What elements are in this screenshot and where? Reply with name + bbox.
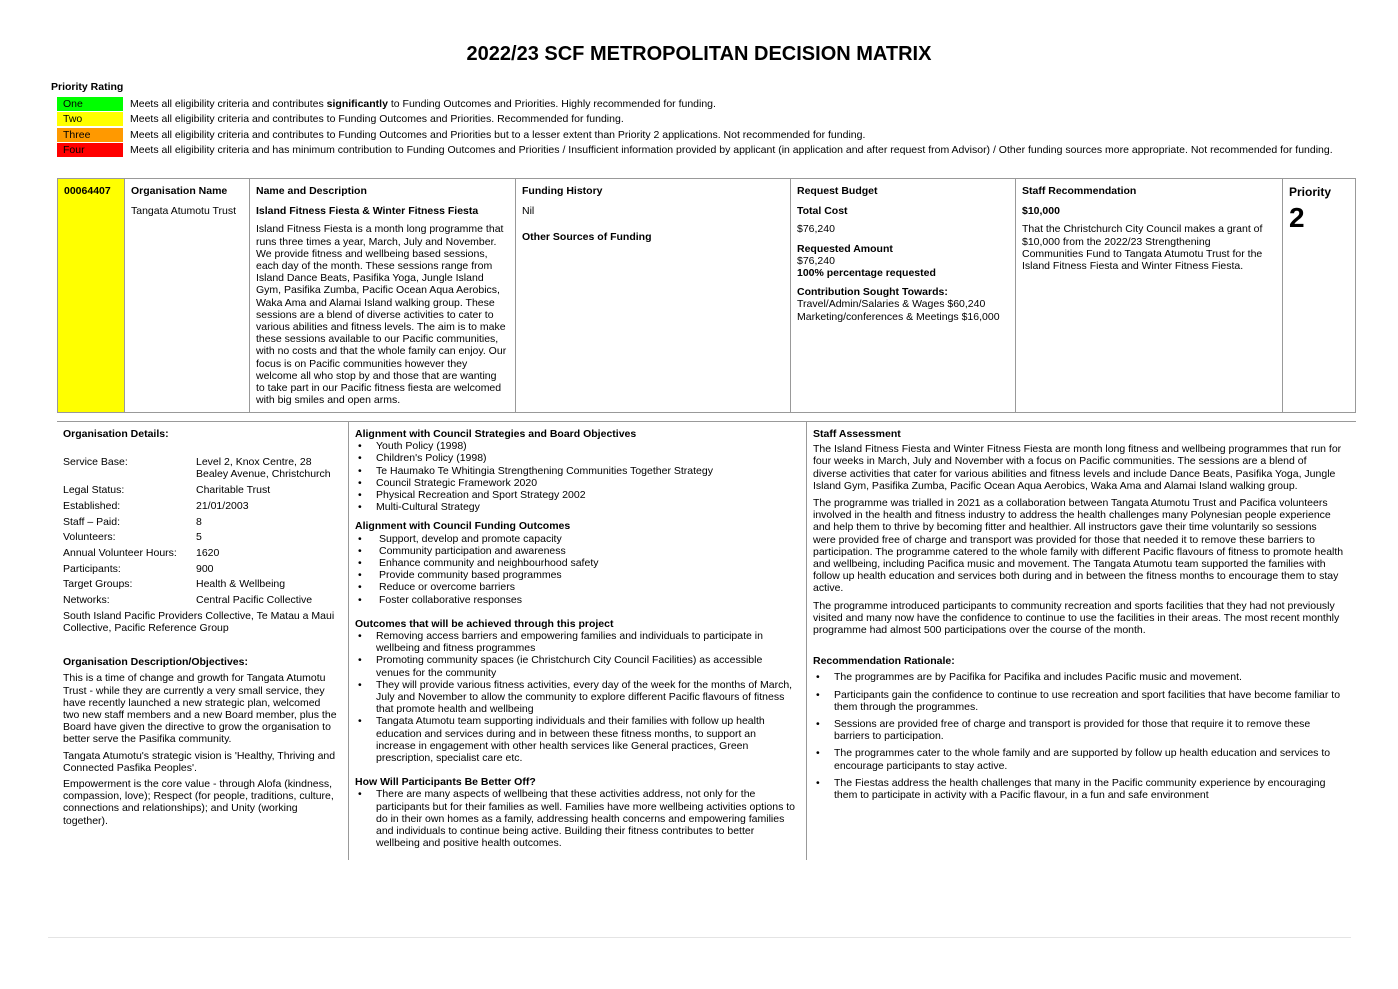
staff-assessment-panel xyxy=(813,422,1353,806)
org-description-paragraph xyxy=(63,750,346,774)
request-budget-header: Request Budget xyxy=(797,185,878,197)
priority-cell xyxy=(1283,179,1355,412)
org-detail-row xyxy=(63,531,346,547)
text-line: July and November to allow the community to explore different Pacific flavours of fitness xyxy=(376,691,785,704)
description-line: Waka Ama and Alamai Island walking group. These xyxy=(256,296,495,309)
description-line: runs three times a year, March, July and November. xyxy=(256,235,497,248)
priority-swatch: Two xyxy=(57,112,123,126)
total-cost-label: Total Cost xyxy=(797,205,848,218)
text-line: barriers to participation. xyxy=(834,730,944,743)
staff-rec-line: That the Christchurch City Council makes a grant of xyxy=(1022,223,1263,236)
rationale-item xyxy=(813,747,1353,771)
text-line: have recently launched a new strategic plan, welcomed xyxy=(63,696,321,709)
text-line: wellbeing and positive health outcomes. xyxy=(376,837,562,850)
org-description-paragraph xyxy=(63,778,346,827)
staff-rec-amount: $10,000 xyxy=(1022,205,1060,218)
description-line: welcome all who stop by and those that are wanting xyxy=(256,369,497,382)
org-detail-row xyxy=(63,547,346,563)
assessment-paragraph xyxy=(813,497,1353,595)
id-cell xyxy=(58,179,125,412)
networks-extra xyxy=(63,610,346,634)
text-line: • Sessions are provided free of charge and transport is provided for those that require it to remove these xyxy=(834,718,1311,731)
service-base-label: Service Base: xyxy=(63,456,128,469)
text-line: together). xyxy=(63,814,108,827)
org-detail-label: Participants: xyxy=(63,562,121,575)
column-divider xyxy=(348,422,349,860)
org-detail-label: Legal Status: xyxy=(63,484,125,497)
text-line: Tangata Atumotu's strategic vision is 'Healthy, Thriving and xyxy=(63,749,336,762)
description-line: various abilities and fitness levels. The aim is to make xyxy=(256,321,506,334)
text-line: The programme introduced participants to community recreation and sports facilities that they had not previously xyxy=(813,599,1335,612)
text-line: encourage participants to stay active. xyxy=(834,759,1008,772)
decision-matrix-row xyxy=(57,178,1356,413)
org-detail-row xyxy=(63,578,346,594)
percentage-requested: 100% percentage requested xyxy=(797,267,936,280)
description-line: each day of the month. These sessions range from xyxy=(256,260,493,273)
org-detail-label: Target Groups: xyxy=(63,578,133,591)
text-line: The programme was trialled in 2021 as a collaboration between Tangata Atumotu Trust and Pacifica volunteers xyxy=(813,497,1328,510)
staff-rec-header: Staff Recommendation xyxy=(1022,185,1137,197)
description-line: with big smiles and open arms. xyxy=(256,394,401,407)
text-line: and individuals to continue being active. Building their fitness contributes to better xyxy=(376,825,755,838)
org-detail-value: 21/01/2003 xyxy=(196,499,249,512)
description-line: focus is on Pacific communities however they xyxy=(256,357,468,370)
achieved-heading: Outcomes that will be achieved through this project xyxy=(355,617,614,630)
staff-assessment-heading: Staff Assessment xyxy=(813,428,901,440)
text-line: education and services during and in between these fitness months, to support an xyxy=(376,727,756,740)
funding-outcome-item: • Community participation and awareness xyxy=(355,545,805,557)
better-off-item xyxy=(355,788,805,849)
priority-description xyxy=(130,98,716,110)
text-line: • They will provide various fitness activities, every day of the week for the months of March, xyxy=(376,678,793,691)
org-detail-row xyxy=(63,500,346,516)
funding-outcome-item: • Reduce or overcome barriers xyxy=(355,581,805,593)
strategies-heading: Alignment with Council Strategies and Board Objectives xyxy=(355,428,637,440)
org-name: Tangata Atumotu Trust xyxy=(131,205,237,218)
org-detail-value: 900 xyxy=(196,562,214,575)
project-name: Island Fitness Fiesta & Winter Fitness Fiesta xyxy=(256,205,479,218)
better-off-list xyxy=(355,788,805,849)
text-line: Island Gym, Pasifika Zumba, Pacific Ocean Aqua Aerobics, Waka Ama and Alamai Island walking group. xyxy=(813,479,1298,492)
text-line: • The programmes cater to the whole family and are supported by follow up health education and services to xyxy=(834,747,1331,760)
service-base-line: Bealey Avenue, Christchurch xyxy=(196,468,331,481)
text-line: better serve the Pasifika community. xyxy=(63,733,232,746)
description-line: with no costs and that the whole family can enjoy. Our xyxy=(256,345,507,358)
rationale-item xyxy=(813,718,1353,742)
organisation-details-panel xyxy=(63,422,346,831)
strategy-item: • Youth Policy (1998) xyxy=(355,440,805,452)
better-off-heading: How Will Participants Be Better Off? xyxy=(355,776,536,789)
text-line: • The Fiestas address the health challenges that many in the Pacific community experience by encouraging xyxy=(834,776,1326,789)
staff-rec-text xyxy=(1022,223,1276,272)
text-line: participation. The programme catered to the whole family with different Pacific flavours of fitness to promote health xyxy=(813,545,1344,558)
description-line: to take part in our Pacific fitness fiesta are welcomed xyxy=(256,382,502,395)
strategy-item: • Te Haumako Te Whitingia Strengthening Communities Together Strategy xyxy=(355,465,805,477)
text-line: • Participants gain the confidence to continue to use recreation and sport facilities that have become familiar to xyxy=(834,688,1341,701)
priority-swatch: Four xyxy=(57,143,123,157)
rationale-heading: Recommendation Rationale: xyxy=(813,655,955,668)
staff-rec-line: Communities Fund to Tangata Atumotu Trust for the xyxy=(1022,247,1263,260)
org-detail-row xyxy=(63,563,346,579)
staff-rec-line: $10,000 from the 2022/23 Strengthening xyxy=(1022,235,1211,248)
priority-desc-text: Meets all eligibility criteria and contributes to Funding Outcomes and Priorities. Recommended for funding. xyxy=(130,113,624,126)
contribution-items xyxy=(797,298,1009,322)
org-description-heading: Organisation Description/Objectives: xyxy=(63,656,248,669)
priority-desc-emphasis: significantly xyxy=(326,98,388,110)
page-footer-rule xyxy=(48,937,1351,938)
priority-description xyxy=(130,129,865,141)
rationale-list xyxy=(813,671,1353,801)
staff-recommendation-cell xyxy=(1016,179,1283,412)
org-detail-value: 8 xyxy=(196,515,202,528)
requested-amount-label: Requested Amount xyxy=(797,242,893,255)
text-line: The Island Fitness Fiesta and Winter Fitness Fiesta are month long fitness and wellbeing programmes that run for xyxy=(813,443,1342,456)
priority-header: Priority xyxy=(1289,185,1332,199)
service-base-line: Level 2, Knox Centre, 28 xyxy=(196,456,312,469)
text-line: them to participate in activity with a Pacific flavour, in a fun and safe environment xyxy=(834,789,1209,802)
org-details-heading: Organisation Details: xyxy=(63,428,169,440)
contribution-item: Travel/Admin/Salaries & Wages $60,240 xyxy=(797,298,986,311)
priority-swatch: One xyxy=(57,97,123,111)
request-budget-cell xyxy=(791,179,1016,412)
text-line: Board have given the directive to grow the organisation to xyxy=(63,721,331,734)
funding-outcomes-heading: Alignment with Council Funding Outcomes xyxy=(355,520,571,533)
text-line: four weeks in March, July and November with a focus on Pacific communities. The sessions are a blend of xyxy=(813,455,1307,468)
total-cost-value: $76,240 xyxy=(797,223,835,236)
page-title: 2022/23 SCF METROPOLITAN DECISION MATRIX xyxy=(466,43,932,65)
strategy-item: • Physical Recreation and Sport Strategy 2002 xyxy=(355,489,805,501)
text-line: • Removing access barriers and empowering families and individuals to participate in xyxy=(376,630,763,643)
org-detail-value: Central Pacific Collective xyxy=(196,594,313,607)
org-detail-value: 5 xyxy=(196,531,202,544)
project-description xyxy=(256,223,509,406)
alignment-panel xyxy=(355,422,805,850)
rationale-item xyxy=(813,671,1353,683)
text-line: participants but for their families as well. Families have more wellbeing activities options to xyxy=(376,800,796,813)
text-line: • Tangata Atumotu team supporting individuals and their families with follow up health xyxy=(376,715,765,728)
description-line: We provide fitness and wellbeing based sessions, xyxy=(256,247,488,260)
org-detail-label: Staff – Paid: xyxy=(63,515,121,528)
priority-desc-text: Meets all eligibility criteria and contributes to Funding Outcomes and Priorities but to a lesser extent than Priority 2 applications. Not recommended for funding. xyxy=(130,128,866,141)
text-line: venues for the community xyxy=(376,666,497,679)
strategy-item: • Council Strategic Framework 2020 xyxy=(355,477,805,489)
funding-outcome-item: • Support, develop and promote capacity xyxy=(355,533,805,545)
text-line: were provided free of charge and transport was provided for those that needed it to remove these barriers to xyxy=(813,533,1315,546)
achieved-outcome-item xyxy=(355,630,805,654)
assessment-paragraph xyxy=(813,600,1353,637)
text-line: increase in engagement with other health services like General practices, Green xyxy=(376,739,749,752)
priority-desc-text: Meets all eligibility criteria and has minimum contribution to Funding Outcomes and Priorities / Insufficient information provided by applicant (in application and after request from Advisor) / Other funding sources more appropriate. Not recommended for funding. xyxy=(130,143,1333,156)
org-name-header: Organisation Name xyxy=(131,185,228,197)
funding-history-value: Nil xyxy=(522,205,535,218)
strategies-list xyxy=(355,440,805,513)
text-line: do in their own homes as a family, addressing health concerns and empowering families xyxy=(376,812,785,825)
priority-desc-text: Meets all eligibility criteria and contributes xyxy=(130,98,327,110)
staff-assessment-text xyxy=(813,443,1353,636)
text-line: compassion, love); Respect (for people, traditions, culture, xyxy=(63,790,334,803)
text-line: • The programmes are by Pacifika for Pacifika and includes Pacific music and movement. xyxy=(834,671,1242,684)
priority-description xyxy=(130,144,1333,156)
requested-amount-value: $76,240 xyxy=(797,254,835,267)
rationale-item xyxy=(813,689,1353,713)
text-line: Connected Pasfika Peoples'. xyxy=(63,761,197,774)
text-line: Empowerment is the core value - through Alofa (kindness, xyxy=(63,777,333,790)
funding-history-header: Funding History xyxy=(522,185,603,197)
organisation-cell xyxy=(125,179,250,412)
service-base-row xyxy=(63,456,346,484)
description-line: Island Fitness Fiesta is a month long programme that xyxy=(256,223,504,236)
funding-outcomes-list xyxy=(355,533,805,606)
achieved-outcome-item xyxy=(355,679,805,716)
achieved-list xyxy=(355,630,805,764)
contribution-item: Marketing/conferences & Meetings $16,000 xyxy=(797,310,1000,323)
service-base-value xyxy=(196,456,331,480)
contribution-label: Contribution Sought Towards: xyxy=(797,286,948,299)
org-description-paragraph xyxy=(63,672,346,745)
rationale-item xyxy=(813,777,1353,801)
text-line: follow up health education and services both during and in between the fitness months to encourage them to stay xyxy=(813,570,1339,583)
description-line: these sessions available to our Pacific communities, xyxy=(256,333,499,346)
org-detail-value: Health & Wellbeing xyxy=(196,578,286,591)
text-line: prescription, specialist care etc. xyxy=(376,752,523,765)
name-description-cell xyxy=(250,179,516,412)
text-line: This is a time of change and growth for Tangata Atumotu xyxy=(63,672,326,685)
org-detail-row xyxy=(63,594,346,610)
assessment-paragraph xyxy=(813,443,1353,492)
org-detail-label: Annual Volunteer Hours: xyxy=(63,546,177,559)
org-detail-value: Charitable Trust xyxy=(196,484,271,497)
funding-history-cell xyxy=(516,179,791,412)
org-detail-value: 1620 xyxy=(196,546,220,559)
staff-rec-line: Island Fitness Fiesta and Winter Fitness Fiesta. xyxy=(1022,260,1244,273)
networks-line: South Island Pacific Providers Collective, Te Matau a Maui xyxy=(63,609,335,622)
text-line: • There are many aspects of wellbeing that these activities address, not only for the xyxy=(376,788,756,801)
org-detail-label: Volunteers: xyxy=(63,531,116,544)
text-line: diverse activities that cater for various abilities and fitness levels and include Dance Beats, Pasifika Yoga, Jungle xyxy=(813,467,1336,480)
text-line: Trust - while they are currently a very small service, they xyxy=(63,684,325,697)
text-line: them through the programmes. xyxy=(834,700,979,713)
org-detail-label: Networks: xyxy=(63,594,110,607)
name-description-header: Name and Description xyxy=(256,185,367,197)
strategy-item: • Multi-Cultural Strategy xyxy=(355,501,805,513)
achieved-outcome-item xyxy=(355,654,805,678)
application-id: 00064407 xyxy=(64,185,111,197)
text-line: two new staff members and a new Board member, plus the xyxy=(63,708,337,721)
funding-outcome-item: • Enhance community and neighbourhood safety xyxy=(355,557,805,569)
org-detail-row xyxy=(63,516,346,532)
funding-outcome-item: • Provide community based programmes xyxy=(355,569,805,581)
priority-swatch: Three xyxy=(57,128,123,142)
networks-line: Collective, Pacific Reference Group xyxy=(63,621,229,634)
priority-value: 2 xyxy=(1289,202,1305,233)
priority-rating-heading: Priority Rating xyxy=(51,81,124,93)
text-line: and wellbeing, including Pacifica music and movement. The Tangata Atumotu team supported the families with xyxy=(813,558,1326,571)
org-detail-row xyxy=(63,484,346,500)
org-details-list xyxy=(63,484,346,610)
text-line: and help them to thrive by becoming fitter and healthier. All instructors gave their time voluntarily so sessions xyxy=(813,521,1317,534)
text-line: involved in the health and fitness industry to address the health challenges many Polynesian people experience xyxy=(813,509,1331,522)
text-line: active. xyxy=(813,582,844,595)
other-sources-header: Other Sources of Funding xyxy=(522,231,652,244)
org-description xyxy=(63,672,346,826)
description-line: sessions are a blend of diverse activities to cater to xyxy=(256,308,494,321)
priority-desc-text: to Funding Outcomes and Priorities. Highly recommended for funding. xyxy=(387,98,716,110)
text-line: programme had almost 500 participations over the course of the month. xyxy=(813,624,1146,637)
org-detail-label: Established: xyxy=(63,499,121,512)
text-line: connections and relationships); and Unity (working xyxy=(63,802,298,815)
achieved-outcome-item xyxy=(355,715,805,764)
text-line: • Promoting community spaces (ie Christchurch City Council Facilities) as accessible xyxy=(376,654,763,667)
description-line: Island Dance Beats, Pasifika Yoga, Jungle Island xyxy=(256,272,484,285)
text-line: visited and many now have the confidence to continue to use the facilities in their areas. The most recent monthly xyxy=(813,611,1340,624)
priority-description xyxy=(130,113,624,125)
description-line: Gym, Pasifika Zumba, Pacific Ocean Aqua Aerobics, xyxy=(256,284,500,297)
column-divider xyxy=(806,422,807,860)
strategy-item: • Children's Policy (1998) xyxy=(355,452,805,464)
funding-outcome-item: • Foster collaborative responses xyxy=(355,594,805,606)
text-line: that promote health and wellbeing xyxy=(376,703,534,716)
text-line: wellbeing and fitness programmes xyxy=(376,642,536,655)
